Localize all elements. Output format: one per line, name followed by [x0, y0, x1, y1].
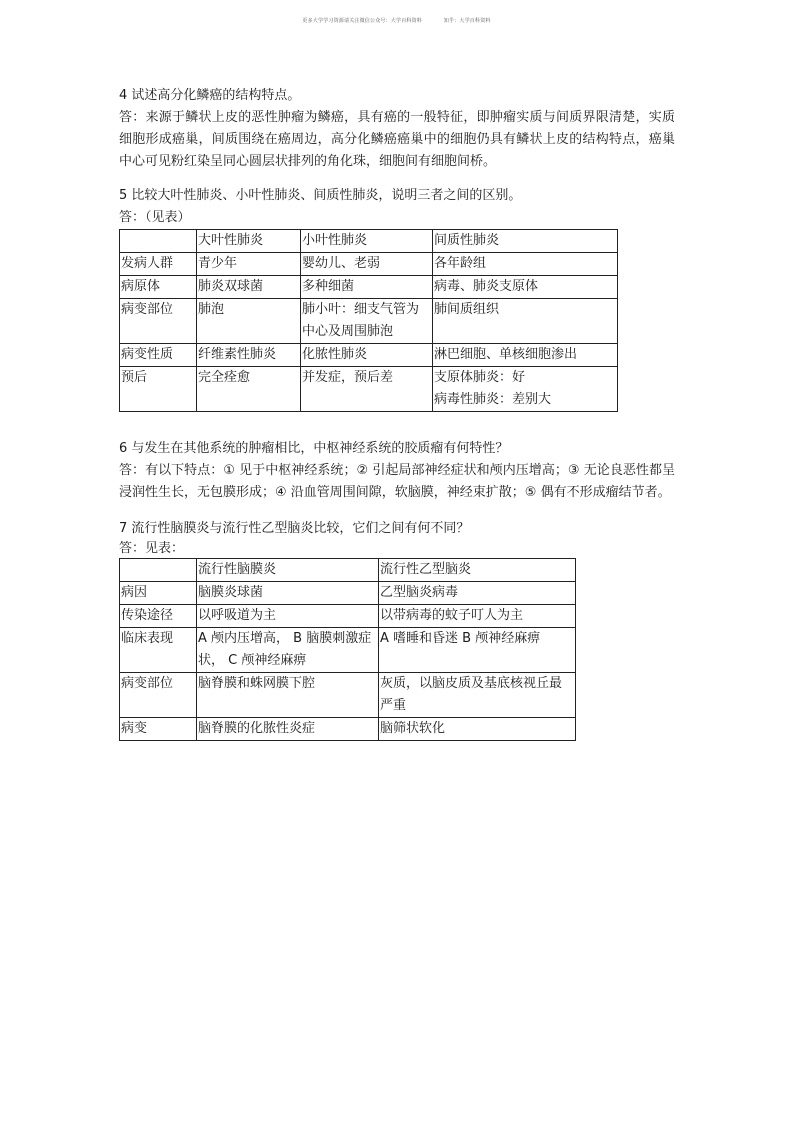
- encephalitis-table-cell: 脑膜炎球菌: [197, 582, 379, 605]
- pneumonia-table-cell: 肺炎双球菌: [197, 276, 301, 299]
- pneumonia-table-cell: 病变性质: [120, 344, 197, 367]
- pneumonia-table-cell: 各年龄组: [433, 253, 618, 276]
- pneumonia-table-row: [120, 299, 618, 344]
- pneumonia-table-cell: 病变部位: [120, 299, 197, 344]
- encephalitis-table-row: [120, 718, 576, 741]
- question-5: 5 比较大叶性肺炎、小叶性肺炎、间质性肺炎，说明三者之间的区别。: [119, 188, 522, 203]
- pneumonia-table-cell: 肺间质组织: [433, 299, 618, 344]
- pneumonia-table-cell: [120, 230, 197, 253]
- answer-6: 答：有以下特点：① 见于中枢神经系统；② 引起局部神经症状和颅内压增高；③ 无论良恶性都呈浸润性生长，无包膜形成；④ 沿血管周围间隙，软脑膜，神经束扩散；⑤ 偶有不形成瘤结节者。: [119, 463, 675, 500]
- pneumonia-table-row: [120, 276, 618, 299]
- pneumonia-table-cell: 间质性肺炎: [433, 230, 618, 253]
- pneumonia-table-cell: 完全痊愈: [197, 367, 301, 412]
- answer-7-intro: 答：见表：: [119, 541, 185, 556]
- pneumonia-table-cell: 多种细菌: [301, 276, 433, 299]
- encephalitis-table-cell: [120, 559, 197, 582]
- pneumonia-table-cell: 婴幼儿、老弱: [301, 253, 433, 276]
- encephalitis-table-row: [120, 605, 576, 628]
- pneumonia-table-cell: 支原体肺炎：好 病毒性肺炎：差别大: [433, 367, 618, 412]
- encephalitis-table-cell: 脑筛状软化: [379, 718, 576, 741]
- encephalitis-table-cell: A 嗜睡和昏迷 B 颅神经麻痹: [379, 628, 576, 673]
- encephalitis-table-cell: 以呼吸道为主: [197, 605, 379, 628]
- encephalitis-table-cell: 流行性乙型脑炎: [379, 559, 576, 582]
- encephalitis-table-cell: 病变: [120, 718, 197, 741]
- encephalitis-table-header-row: [120, 559, 576, 582]
- question-7: 7 流行性脑膜炎与流行性乙型脑炎比较，它们之间有何不同？: [119, 521, 470, 536]
- page-header: [0, 17, 793, 24]
- pneumonia-table-cell: 预后: [120, 367, 197, 412]
- pneumonia-table-cell: 纤维素性肺炎: [197, 344, 301, 367]
- encephalitis-table-row: [120, 582, 576, 605]
- encephalitis-table-cell: 病变部位: [120, 673, 197, 718]
- header-left-text: 更多大学学习资源请关注微信公众号：大学百科资料: [302, 18, 422, 24]
- encephalitis-comparison-table: [119, 558, 576, 741]
- encephalitis-table-cell: 传染途径: [120, 605, 197, 628]
- pneumonia-table-row: [120, 344, 618, 367]
- pneumonia-table-cell: 大叶性肺炎: [197, 230, 301, 253]
- pneumonia-table-header-row: [120, 230, 618, 253]
- encephalitis-table-cell: 灰质，以脑皮质及基底核视丘最严重: [379, 673, 576, 718]
- encephalitis-table-cell: 以带病毒的蚊子叮人为主: [379, 605, 576, 628]
- encephalitis-table-cell: 脑脊膜和蛛网膜下腔: [197, 673, 379, 718]
- pneumonia-table-row: [120, 367, 618, 412]
- encephalitis-table-cell: 临床表现: [120, 628, 197, 673]
- pneumonia-table-cell: 并发症，预后差: [301, 367, 433, 412]
- pneumonia-table-cell: 病原体: [120, 276, 197, 299]
- pneumonia-table-cell: 化脓性肺炎: [301, 344, 433, 367]
- encephalitis-table-row: [120, 628, 576, 673]
- encephalitis-table-cell: 流行性脑膜炎: [197, 559, 379, 582]
- encephalitis-table-cell: 乙型脑炎病毒: [379, 582, 576, 605]
- question-4: 4 试述高分化鳞癌的结构特点。: [119, 88, 301, 103]
- pneumonia-table-cell: 肺小叶：细支气管为中心及周围肺泡: [301, 299, 433, 344]
- pneumonia-table-cell: 病毒、肺炎支原体: [433, 276, 618, 299]
- pneumonia-table-row: [120, 253, 618, 276]
- encephalitis-table-row: [120, 673, 576, 718]
- encephalitis-table-cell: 病因: [120, 582, 197, 605]
- encephalitis-table-cell: 脑脊膜的化脓性炎症: [197, 718, 379, 741]
- header-right-text: 知乎：大学百科资料: [443, 18, 491, 24]
- pneumonia-table-cell: 发病人群: [120, 253, 197, 276]
- document-body: [119, 85, 675, 741]
- pneumonia-comparison-table: [119, 229, 618, 412]
- answer-5-intro: 答：（见表）: [119, 210, 191, 225]
- pneumonia-table-cell: 肺泡: [197, 299, 301, 344]
- pneumonia-table-cell: 淋巴细胞、单核细胞渗出: [433, 344, 618, 367]
- encephalitis-table-cell: A 颅内压增高， B 脑膜刺激症状， C 颅神经麻痹: [197, 628, 379, 673]
- question-6: 6 与发生在其他系统的肿瘤相比，中枢神经系统的胶质瘤有何特性？: [119, 441, 509, 456]
- pneumonia-table-cell: 青少年: [197, 253, 301, 276]
- pneumonia-table-cell: 小叶性肺炎: [301, 230, 433, 253]
- answer-4: 答：来源于鳞状上皮的恶性肿瘤为鳞癌，具有癌的一般特征，即肿瘤实质与间质界限清楚，实质细胞形成癌巢，间质围绕在癌周边，高分化鳞癌癌巢中的细胞仍具有鳞状上皮的结构特点，癌巢中心可见粉红染呈同心圆层状排列的角化珠，细胞间有细胞间桥。: [119, 110, 675, 169]
